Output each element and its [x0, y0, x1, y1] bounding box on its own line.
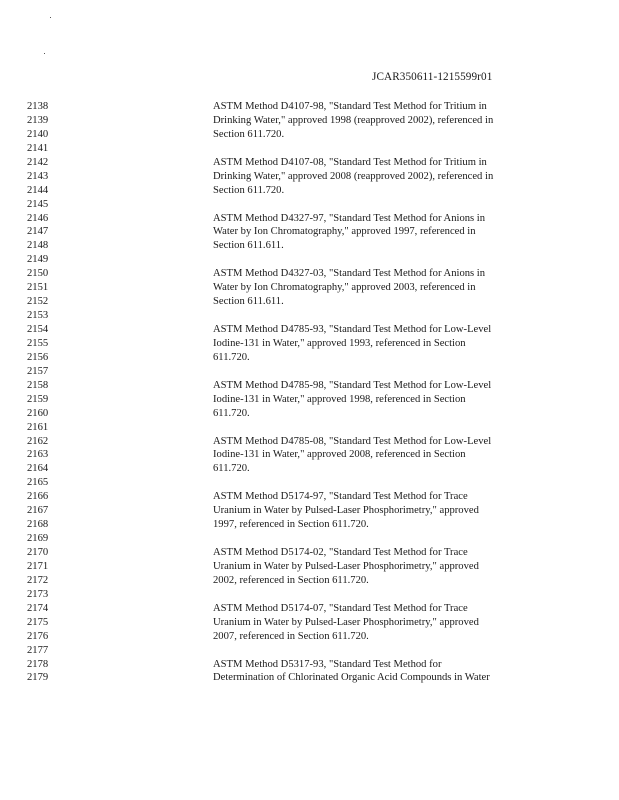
- line-text: Uranium in Water by Pulsed-Laser Phosphorimetry," approved: [213, 560, 479, 572]
- line-number: 2156: [27, 351, 49, 363]
- line-number: 2152: [27, 296, 49, 308]
- document-line: [0, 532, 619, 546]
- document-line: [0, 658, 619, 672]
- line-number: 2165: [27, 477, 49, 489]
- line-text: ASTM Method D5174-07, "Standard Test Method for Trace: [213, 602, 468, 614]
- document-line: [0, 337, 619, 351]
- document-line: [0, 671, 619, 685]
- line-number: 2164: [27, 463, 49, 475]
- line-number: 2158: [27, 379, 49, 391]
- line-text: Drinking Water," approved 1998 (reapproved 2002), referenced in: [213, 114, 494, 126]
- scan-speck: [44, 53, 45, 54]
- document-line: [0, 351, 619, 365]
- line-text: ASTM Method D4107-98, "Standard Test Method for Tritium in: [213, 101, 487, 112]
- line-number: 2160: [27, 407, 49, 419]
- document-line: [0, 156, 619, 170]
- document-line: [0, 616, 619, 630]
- line-number: 2148: [27, 240, 49, 252]
- line-number: 2161: [27, 421, 49, 433]
- document-line: [0, 281, 619, 295]
- line-text: ASTM Method D5174-97, "Standard Test Method for Trace: [213, 491, 468, 503]
- line-number: 2153: [27, 310, 49, 322]
- line-number: 2170: [27, 547, 49, 558]
- document-line: [0, 184, 619, 198]
- document-line: [0, 644, 619, 658]
- document-line: [0, 267, 619, 281]
- document-line: [0, 365, 619, 379]
- line-number: 2172: [27, 574, 49, 586]
- line-number: 2174: [27, 602, 49, 614]
- line-number: 2171: [27, 560, 49, 572]
- document-line: [0, 560, 619, 574]
- document-line: [0, 630, 619, 644]
- line-number: 2149: [27, 254, 49, 266]
- line-number: 2138: [27, 101, 49, 112]
- line-number: 2146: [27, 212, 49, 224]
- line-text: Drinking Water," approved 2008 (reapproved 2002), referenced in: [213, 170, 494, 182]
- document-line: [0, 253, 619, 267]
- line-number: 2147: [27, 226, 49, 238]
- line-number: 2139: [27, 114, 49, 126]
- document-line: [0, 518, 619, 532]
- document-line: [0, 128, 619, 142]
- line-number: 2167: [27, 505, 49, 517]
- document-line: [0, 546, 619, 560]
- line-number: 2141: [27, 142, 49, 154]
- document-line: [0, 490, 619, 504]
- document-line: [0, 170, 619, 184]
- line-text: Section 611.611.: [213, 296, 284, 308]
- document-line: [0, 239, 619, 253]
- scan-speck: [50, 17, 51, 18]
- line-text: Iodine-131 in Water," approved 1998, referenced in Section: [213, 393, 466, 405]
- document-line: [0, 323, 619, 337]
- line-number: 2143: [27, 170, 49, 182]
- document-line: [0, 462, 619, 476]
- line-text: ASTM Method D4785-08, "Standard Test Method for Low-Level: [213, 435, 492, 447]
- line-text: Iodine-131 in Water," approved 1993, referenced in Section: [213, 337, 466, 349]
- line-text: 2007, referenced in Section 611.720.: [213, 630, 369, 642]
- line-number: 2140: [27, 128, 49, 140]
- line-text: ASTM Method D5174-02, "Standard Test Method for Trace: [213, 547, 468, 558]
- line-text: ASTM Method D5317-93, "Standard Test Method for: [213, 658, 442, 670]
- line-text: ASTM Method D4327-97, "Standard Test Method for Anions in: [213, 212, 486, 224]
- line-text: Water by Ion Chromatography," approved 1997, referenced in: [213, 226, 476, 238]
- line-number: 2151: [27, 282, 49, 294]
- document-line: [0, 504, 619, 518]
- line-text: Section 611.611.: [213, 240, 284, 252]
- document-line: [0, 476, 619, 490]
- line-number: 2168: [27, 519, 49, 531]
- line-number: 2173: [27, 588, 49, 600]
- line-number: 2177: [27, 644, 49, 656]
- line-text: 2002, referenced in Section 611.720.: [213, 574, 369, 586]
- line-text: ASTM Method D4107-08, "Standard Test Method for Tritium in: [213, 156, 487, 168]
- line-text: Uranium in Water by Pulsed-Laser Phosphorimetry," approved: [213, 616, 479, 628]
- document-line: [0, 142, 619, 156]
- document-line: [0, 435, 619, 449]
- line-number: 2157: [27, 365, 49, 377]
- line-number: 2175: [27, 616, 49, 628]
- line-number: 2179: [27, 672, 49, 684]
- line-text: Water by Ion Chromatography," approved 2003, referenced in: [213, 282, 476, 294]
- line-text: Determination of Chlorinated Organic Acid Compounds in Water: [213, 672, 490, 684]
- line-number: 2150: [27, 268, 49, 280]
- line-text: 611.720.: [213, 407, 250, 419]
- document-line: [0, 379, 619, 393]
- document-line: [0, 114, 619, 128]
- line-text: ASTM Method D4327-03, "Standard Test Method for Anions in: [213, 268, 486, 280]
- line-number: 2145: [27, 198, 49, 210]
- line-number: 2162: [27, 435, 49, 447]
- document-line: [0, 212, 619, 226]
- document-line: [0, 393, 619, 407]
- document-line: [0, 100, 619, 114]
- line-number: 2154: [27, 324, 49, 335]
- line-text: Section 611.720.: [213, 128, 285, 140]
- line-number: 2142: [27, 156, 49, 168]
- document-line: [0, 198, 619, 212]
- document-line: [0, 407, 619, 421]
- line-text: 611.720.: [213, 463, 250, 475]
- document-line: [0, 588, 619, 602]
- numbered-lines: [0, 100, 619, 685]
- document-line: [0, 602, 619, 616]
- document-line: [0, 295, 619, 309]
- line-text: 1997, referenced in Section 611.720.: [213, 519, 369, 531]
- line-number: 2155: [27, 337, 49, 349]
- line-number: 2159: [27, 393, 49, 405]
- line-number: 2169: [27, 533, 49, 545]
- document-line: [0, 421, 619, 435]
- document-id: JCAR350611-1215599r01: [372, 71, 493, 83]
- line-number: 2163: [27, 449, 49, 461]
- line-text: Section 611.720.: [213, 184, 285, 196]
- document-line: [0, 448, 619, 462]
- line-text: Uranium in Water by Pulsed-Laser Phosphorimetry," approved: [213, 505, 479, 517]
- line-text: ASTM Method D4785-98, "Standard Test Method for Low-Level: [213, 379, 492, 391]
- line-text: ASTM Method D4785-93, "Standard Test Method for Low-Level: [213, 324, 492, 335]
- document-line: [0, 309, 619, 323]
- line-number: 2176: [27, 630, 49, 642]
- document-line: [0, 225, 619, 239]
- line-number: 2144: [27, 184, 49, 196]
- line-text: 611.720.: [213, 351, 250, 363]
- line-number: 2166: [27, 491, 49, 503]
- line-number: 2178: [27, 658, 49, 670]
- document-line: [0, 574, 619, 588]
- line-text: Iodine-131 in Water," approved 2008, referenced in Section: [213, 449, 466, 461]
